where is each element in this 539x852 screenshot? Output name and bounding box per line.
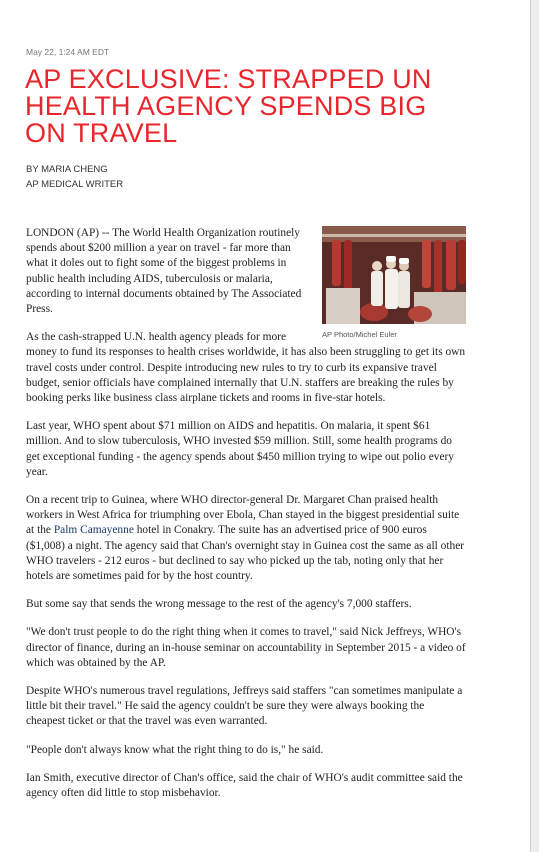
article-headline: AP EXCLUSIVE: STRAPPED UN HEALTH AGENCY SPENDS BIG ON TRAVEL	[25, 64, 432, 148]
window-scrollbar-track[interactable]	[530, 0, 539, 852]
photo-caption: AP Photo/Michel Euler	[322, 330, 397, 339]
article-figure	[322, 226, 466, 342]
article-paragraph	[26, 493, 466, 584]
article-photo[interactable]	[322, 226, 466, 324]
article-paragraph: Despite WHO's numerous travel regulations, Jeffreys said staffers "can sometimes manipulate a little bit their travel." He said the agency couldn't be sure they were always booking the cheapest ticket or that the travel was even warranted.	[26, 685, 463, 728]
byline-title: AP MEDICAL WRITER	[26, 179, 124, 190]
article-byline	[26, 162, 123, 192]
article-paragraph: "We don't trust people to do the right thing when it comes to travel," said Nick Jeffreys, WHO's director of finance, during an in-house seminar on accountability in September 2015 - a video of which was obtained by the AP.	[26, 626, 466, 669]
paragraph-text: On a recent trip to Guinea, where WHO director-general Dr. Margaret Chan praised health workers in West Africa for triumphing over Ebola, Chan stayed in the biggest presidential suite at the	[26, 494, 460, 537]
article-paragraph: LONDON (AP) -- The World Health Organization routinely spends about $200 million a year on travel - far more than what it doles out to fight some of the biggest problems in public health including AIDS, tuberculosis or malaria, according to internal documents obtained by The Associated Press.	[26, 227, 302, 316]
article-timestamp: May 22, 1:24 AM EDT	[26, 47, 110, 57]
article-body	[26, 226, 466, 814]
paragraph-text: hotel in Conakry. The suite has an advertised price of 900 euros ($1,008) a night. The agency said that Chan's overnight stay in Guinea cost the same as all other WHO travelers - 212 euros - but declined to say who picked up the tab, noting only that her hotels are sometimes paid for by the host country.	[26, 524, 465, 583]
hotel-link[interactable]: Palm Camayenne	[53, 524, 134, 537]
byline-author: BY MARIA CHENG	[26, 164, 108, 175]
article-paragraph: But some say that sends the wrong message to the rest of the agency's 7,000 staffers.	[26, 598, 412, 611]
article-paragraph: Ian Smith, executive director of Chan's office, said the chair of WHO's audit committee said the agency often did little to stop misbehavior.	[26, 771, 463, 800]
article-paragraph: As the cash-strapped U.N. health agency pleads for more money to fund its responses to health crises worldwide, it has also been struggling to get its own travel costs under control. Despite introducing new rules to try to curb its expansive travel budget, senior officials have complained internally that U.N. staffers are breaking the rules by booking perks like business class airplane tickets and rooms in five-star hotels.	[26, 331, 466, 405]
article-paragraph: "People don't always know what the right thing to do is," he said.	[26, 743, 324, 756]
article-paragraph: Last year, WHO spent about $71 million on AIDS and hepatitis. On malaria, it spent $61 million. And to slow tuberculosis, WHO invested $59 million. Still, some health programs do get exceptional funding - the agency spends about $450 million trying to wipe out polio every year.	[26, 420, 455, 478]
